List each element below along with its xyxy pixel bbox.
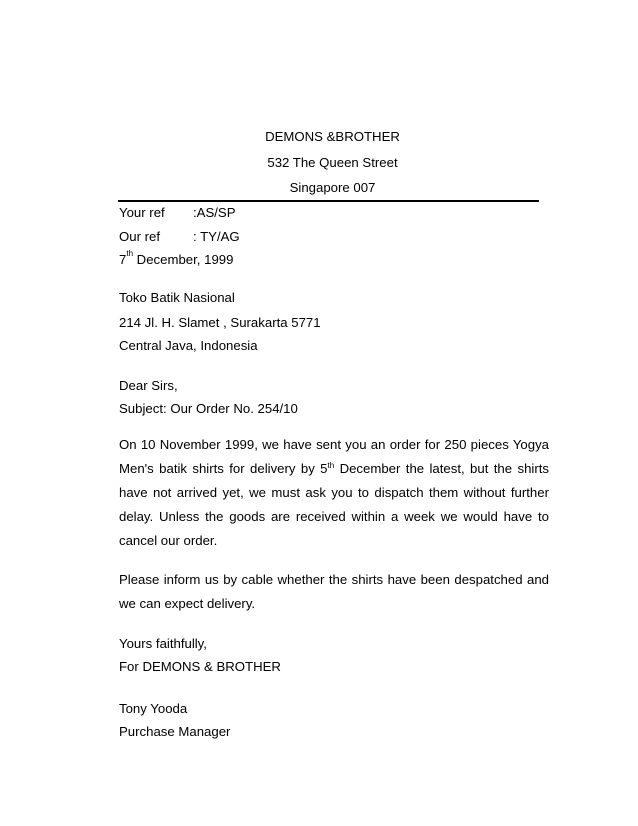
body-paragraph-1 [119, 433, 549, 553]
p1-after: December the latest, but the shirts have not arrived yet, we must ask you to dispatch them without further delay. Unless the goods are received within a week we would have to cancel our order. [119, 461, 549, 548]
letterhead-company: DEMONS &BROTHER [265, 129, 400, 144]
date-rest: December, 1999 [133, 252, 234, 267]
body-paragraph-2: Please inform us by cable whether the shirts have been despatched and we can expect delivery. [119, 572, 549, 611]
letter-date [119, 249, 234, 267]
signatory-name: Tony Yooda [119, 701, 188, 716]
letterhead-street: 532 The Queen Street [267, 155, 398, 170]
p1-before: On 10 November 1999, we have sent you an order for 250 pieces Yogya Men's batik shirts for delivery by 5 [119, 437, 549, 476]
recipient-region: Central Java, Indonesia [119, 338, 258, 353]
p1-sup: th [327, 461, 335, 470]
your-ref-value: :AS/SP [193, 205, 236, 220]
your-ref-label: Your ref [119, 205, 165, 220]
for-company: For DEMONS & BROTHER [119, 659, 281, 674]
salutation: Dear Sirs, [119, 378, 178, 393]
recipient-street: 214 Jl. H. Slamet , Surakarta 5771 [119, 315, 321, 330]
letterhead-divider [118, 200, 539, 202]
letterhead-city: Singapore 007 [289, 180, 376, 195]
complimentary-close: Yours faithfully, [119, 636, 207, 651]
date-day: 7 [119, 252, 127, 267]
your-reference [119, 205, 236, 220]
signatory-title: Purchase Manager [119, 724, 231, 739]
our-ref-value: : TY/AG [193, 229, 240, 244]
our-ref-label: Our ref [119, 229, 161, 244]
our-reference [119, 229, 240, 244]
subject-line: Subject: Our Order No. 254/10 [119, 401, 298, 416]
recipient-name: Toko Batik Nasional [119, 290, 235, 305]
date-suffix: th [126, 249, 134, 258]
